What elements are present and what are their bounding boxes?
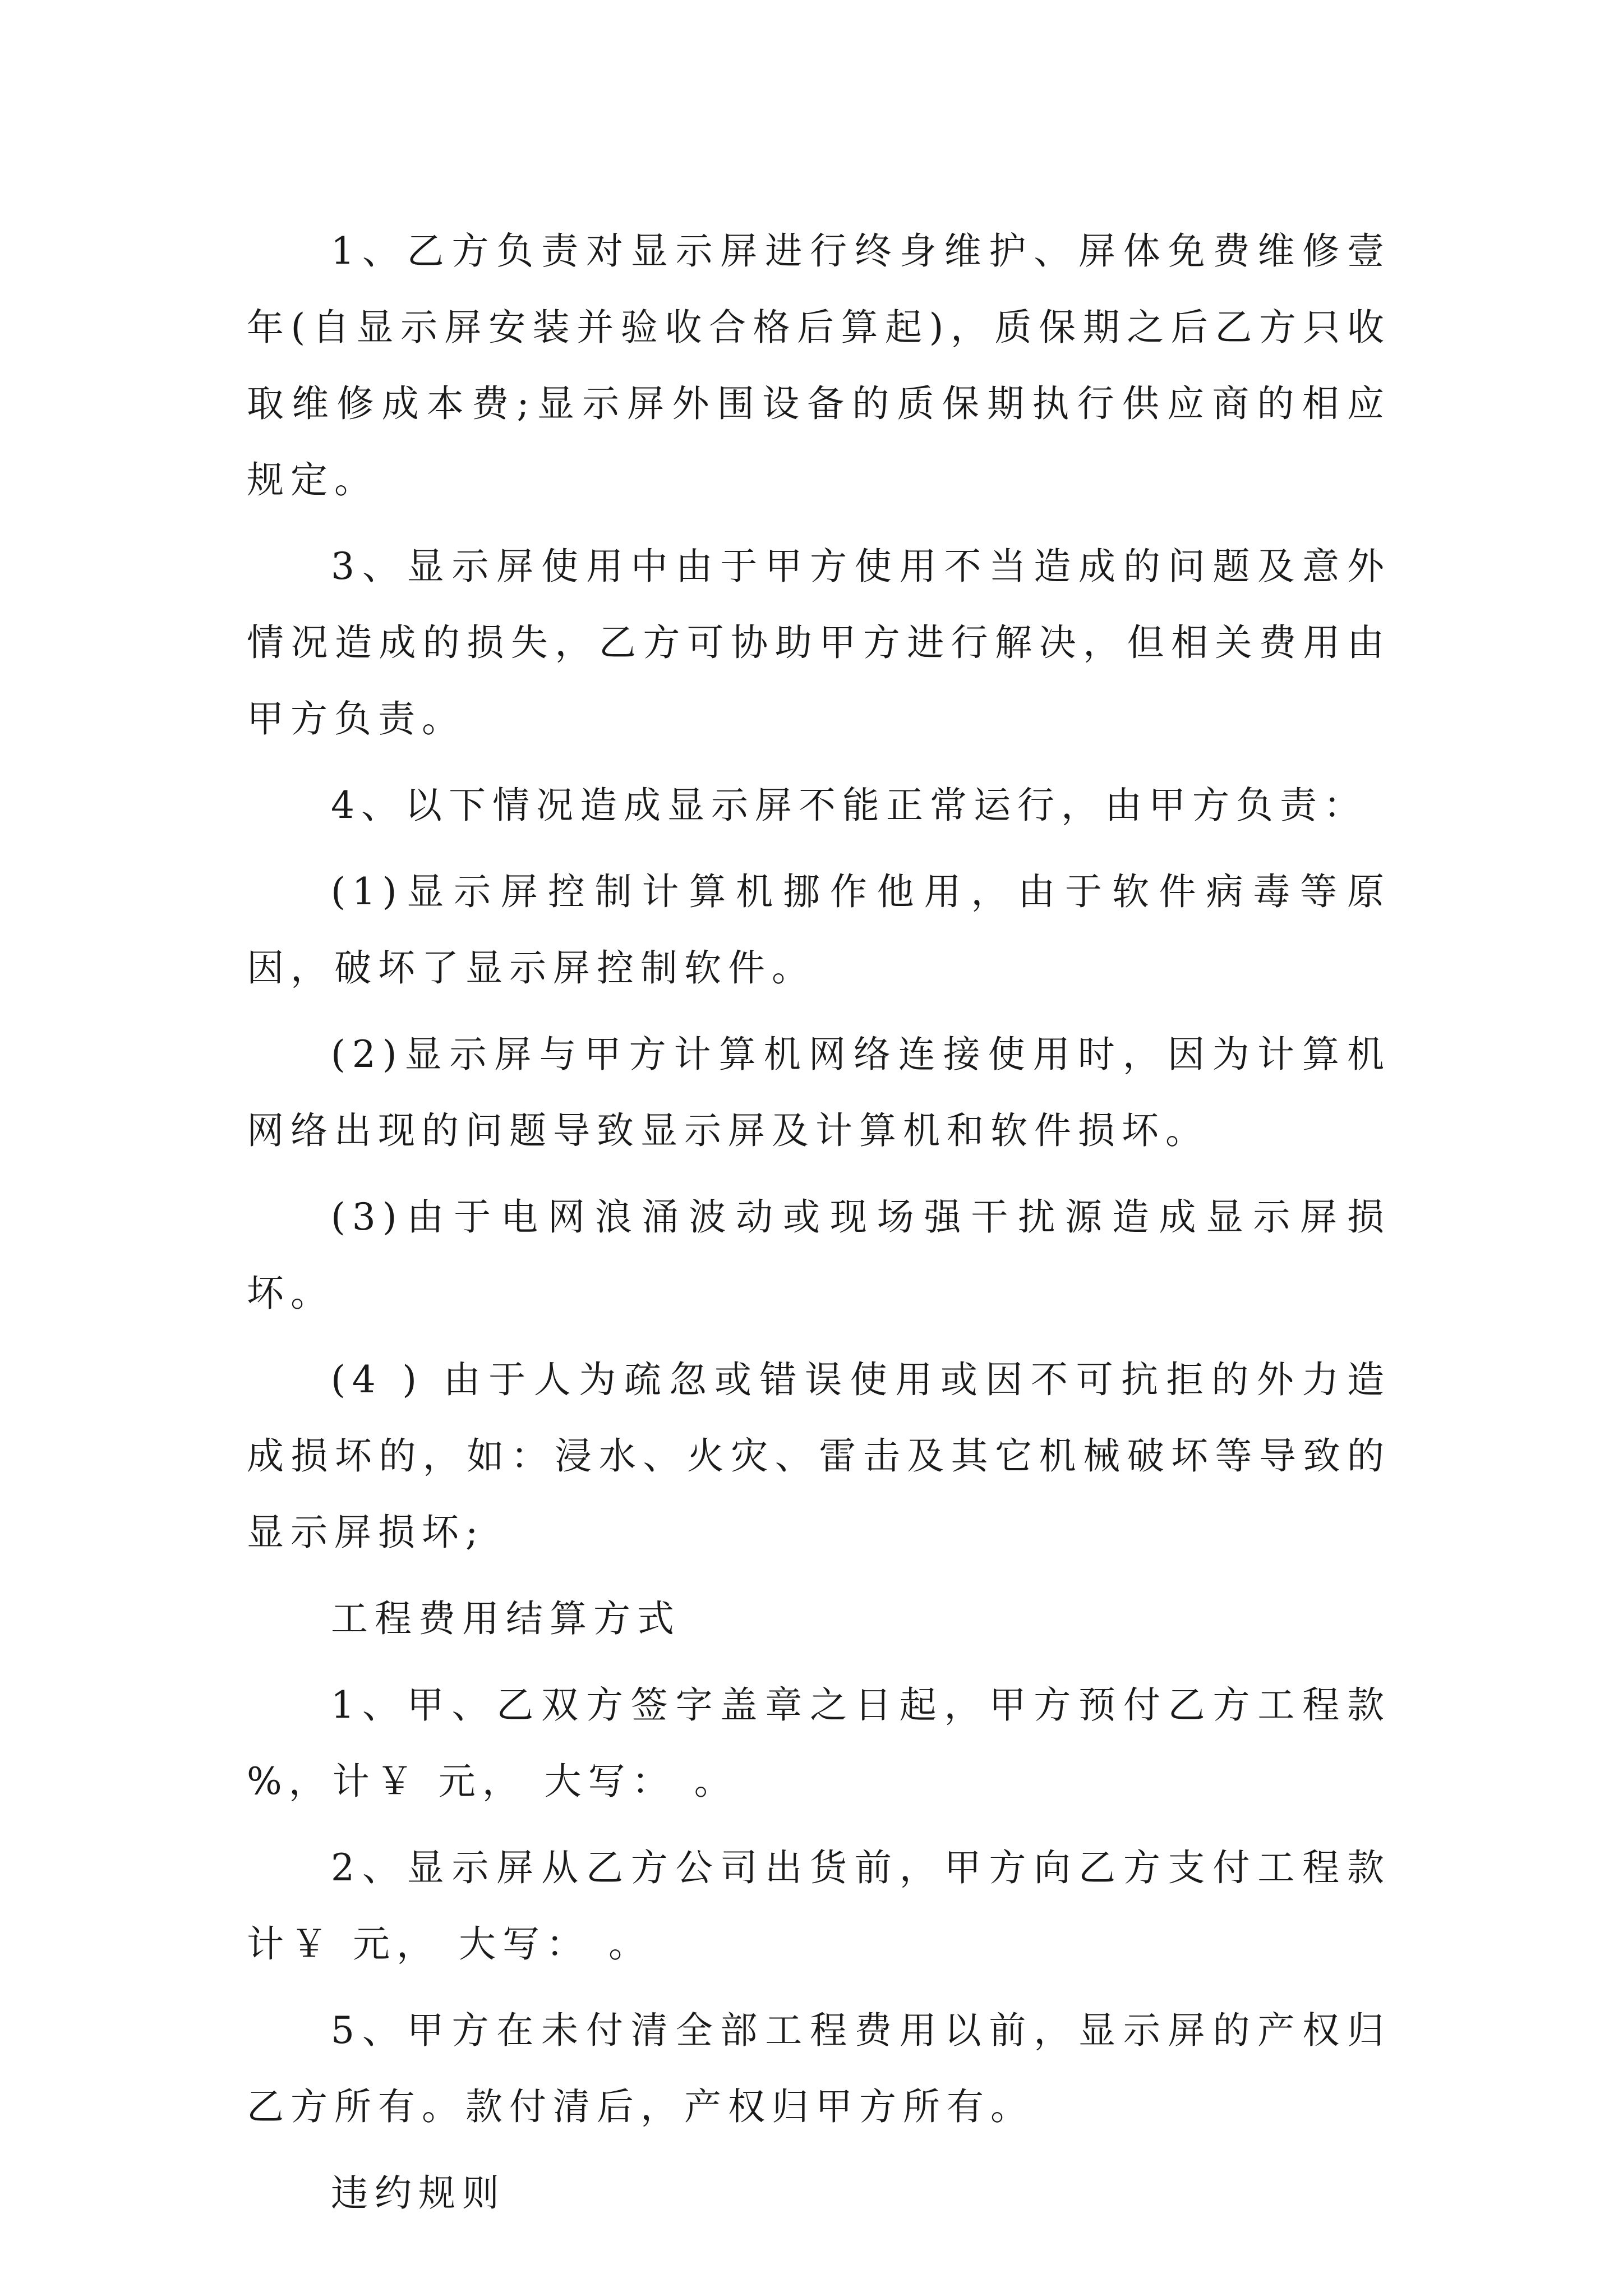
paragraph-item-3: (3)由于电网浪涌波动或现场强干扰源造成显示屏损坏。 xyxy=(247,1195,1391,1315)
section-heading-payment: 工程费用结算方式 xyxy=(331,1597,681,1640)
paragraph-party-a-responsibility: 4、以下情况造成显示屏不能正常运行，由甲方负责： xyxy=(331,784,1367,827)
section-heading-breach: 违约规则 xyxy=(331,2171,506,2215)
paragraph-improper-use: 3、显示屏使用中由于甲方使用不当造成的问题及意外情况造成的损失，乙方可协助甲方进行解决，但相关费用由甲方负责。 xyxy=(247,545,1391,740)
paragraph-payment-2: 2、显示屏从乙方公司出货前，甲方向乙方支付工程款计￥ 元， 大写： 。 xyxy=(247,1846,1391,1966)
paragraph-payment-5: 5、甲方在未付清全部工程费用以前，显示屏的产权归乙方所有。款付清后，产权归甲方所有。 xyxy=(247,2009,1391,2128)
document-body xyxy=(247,213,1391,2242)
paragraph-payment-1: 1、甲、乙双方签字盖章之日起，甲方预付乙方工程款 %，计￥ 元， 大写： 。 xyxy=(247,1683,1391,1803)
paragraph-item-4: (4 ) 由于人为疏忽或错误使用或因不可抗拒的外力造成损坏的，如：浸水、火灾、雷击及其它机械破坏等导致的显示屏损坏; xyxy=(247,1358,1391,1554)
paragraph-item-2: (2)显示屏与甲方计算机网络连接使用时，因为计算机网络出现的问题导致显示屏及计算机和软件损坏。 xyxy=(247,1033,1391,1152)
paragraph-maintenance-warranty: 1、乙方负责对显示屏进行终身维护、屏体免费维修壹年(自显示屏安装并验收合格后算起)，质保期之后乙方只收取维修成本费;显示屏外围设备的质保期执行供应商的相应规定。 xyxy=(247,229,1391,501)
paragraph-item-1: (1)显示屏控制计算机挪作他用，由于软件病毒等原因，破坏了显示屏控制软件。 xyxy=(247,870,1391,990)
